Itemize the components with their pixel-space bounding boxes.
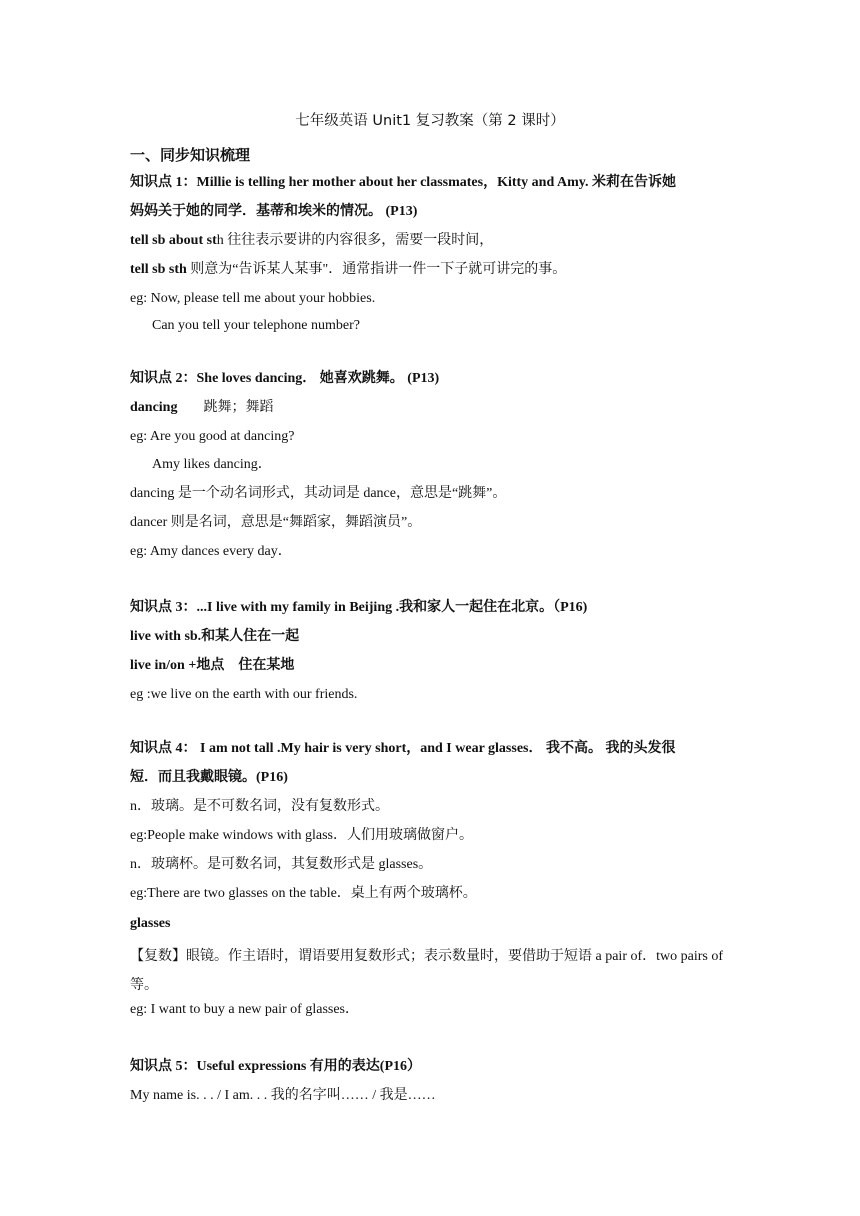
point-3-phrase-2-term: live in/on +地点 bbox=[130, 658, 225, 673]
point-2-example-3: eg: Amy dances every day． bbox=[130, 544, 292, 559]
point-4-example-3: eg: I want to buy a new pair of glasses． bbox=[130, 1002, 359, 1017]
point-2-term-line bbox=[130, 398, 742, 418]
point-4-note-2: n．玻璃杯。是可数名词，其复数形式是 glasses。 bbox=[130, 857, 433, 872]
point-4-term: glasses bbox=[130, 916, 171, 931]
point-4-heading-line1: 知识点 4： I am not tall .My hair is very short，and I wear glasses． 我不高。 我的头发很 bbox=[130, 741, 676, 756]
point-1-note-2-text: 则意为“告诉某人某事"．通常指讲一件一下子就可讲完的事。 bbox=[186, 262, 567, 277]
point-3-example: eg :we live on the earth with our friends. bbox=[130, 687, 358, 702]
point-3-heading: 知识点 3：...I live with my family in Beijing .我和家人一起住在北京。（P16) bbox=[130, 600, 588, 615]
point-2-term-meaning: 跳舞；舞蹈 bbox=[203, 400, 274, 415]
point-2-note-1: dancing 是一个动名词形式，其动词是 dance，意思是“跳舞”。 bbox=[130, 486, 507, 501]
point-5-heading: 知识点 5：Useful expressions 有用的表达(P16） bbox=[130, 1059, 422, 1074]
point-4-example-2: eg:There are two glasses on the table．桌上有两个玻璃杯。 bbox=[130, 886, 477, 901]
point-2-term: dancing bbox=[130, 400, 178, 415]
point-1-note-2-term: tell sb sth bbox=[130, 262, 187, 277]
point-2-example-2: Amy likes dancing． bbox=[152, 457, 272, 472]
section-heading: 一、同步知识梳理 bbox=[130, 146, 251, 164]
point-1-heading-line2: 妈妈关于她的同学．基蒂和埃米的情况。 (P13) bbox=[130, 204, 418, 219]
point-4-note-3: 【复数】眼镜。作主语时，谓语要用复数形式；表示数量时，要借助于短语 a pair of．two pairs of 等。 bbox=[130, 949, 724, 993]
point-1-note-1-term: tell sb about st bbox=[130, 233, 217, 248]
point-1-note-1-text: h 往往表示要讲的内容很多，需要一段时间， bbox=[216, 233, 494, 248]
point-1-note-1 bbox=[130, 231, 742, 251]
point-1-note-2 bbox=[130, 260, 742, 280]
point-1-heading-line1: 知识点 1：Millie is telling her mother about her classmates，Kitty and Amy. 米莉在告诉她 bbox=[130, 175, 676, 190]
doc-title: 七年级英语 Unit1 复习教案（第 2 课时） bbox=[295, 113, 565, 129]
point-4-note-1: n．玻璃。是不可数名词，没有复数形式。 bbox=[130, 799, 389, 814]
point-2-heading: 知识点 2：She loves dancing． 她喜欢跳舞。 (P13) bbox=[130, 371, 440, 386]
point-2-note-2: dancer 则是名词，意思是“舞蹈家，舞蹈演员”。 bbox=[130, 515, 422, 530]
point-1-example-1: eg: Now, please tell me about your hobbies. bbox=[130, 291, 376, 306]
point-3-phrase-2 bbox=[130, 656, 742, 676]
point-5-expression-1: My name is. . . / I am. . . 我的名字叫…… / 我是…… bbox=[130, 1088, 436, 1103]
point-4-example-1: eg:People make windows with glass．人们用玻璃做窗户。 bbox=[130, 828, 473, 843]
point-4-heading-line2: 短．而且我戴眼镜。(P16) bbox=[130, 770, 288, 785]
point-2-example-1: eg: Are you good at dancing? bbox=[130, 429, 295, 444]
point-3-phrase-2-meaning: 住在某地 bbox=[238, 658, 295, 673]
point-1-example-2: Can you tell your telephone number? bbox=[152, 318, 360, 333]
point-3-phrase-1: live with sb.和某人住在一起 bbox=[130, 629, 300, 644]
